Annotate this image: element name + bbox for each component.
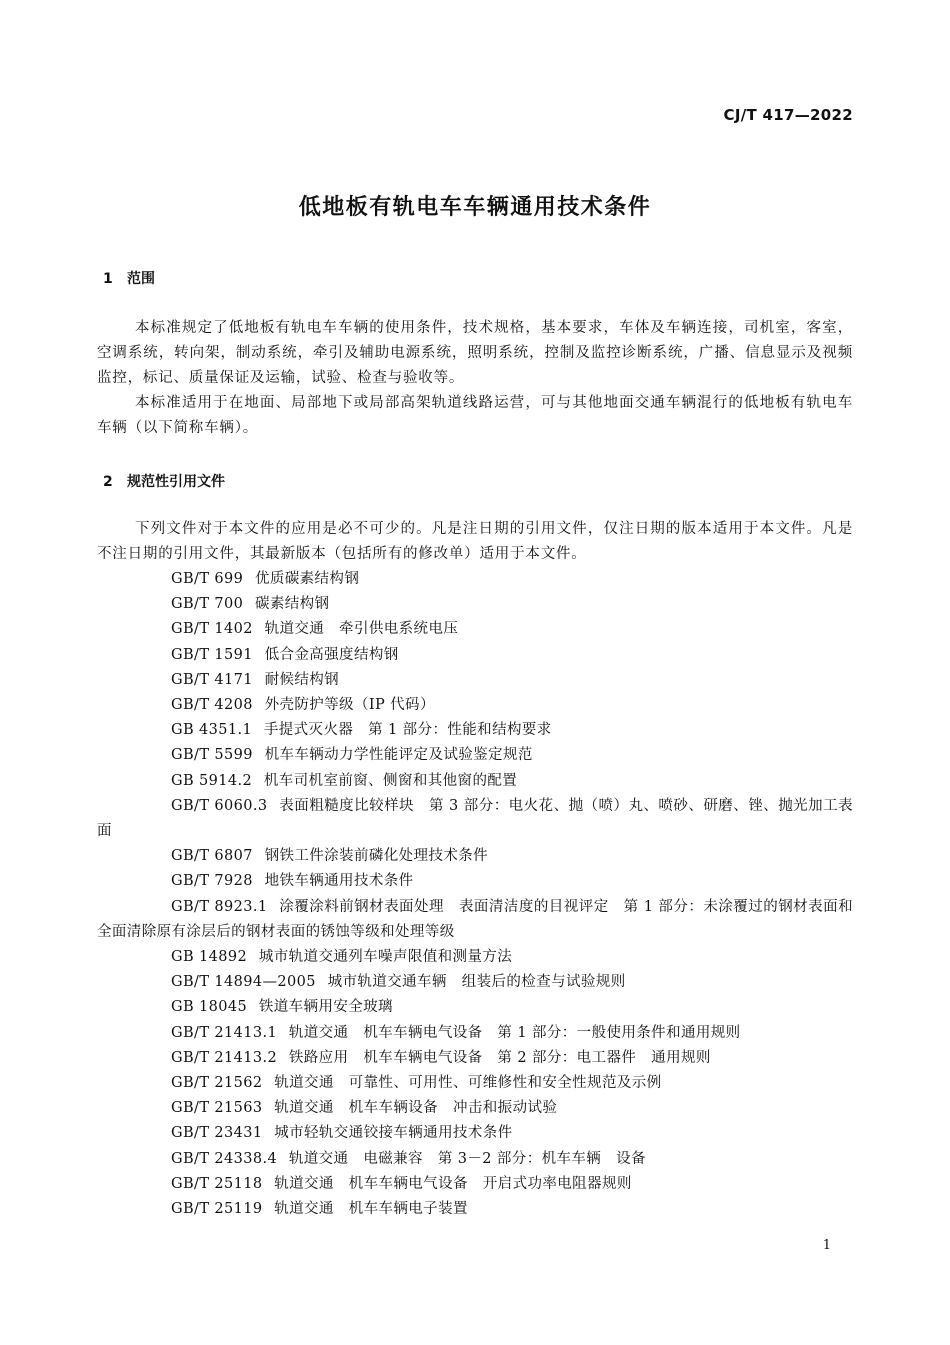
reference-title: 低合金高强度结构钢 (264, 646, 399, 663)
reference-item (97, 869, 853, 894)
reference-item (97, 1046, 853, 1071)
reference-code: GB/T 6060.3 (171, 797, 268, 814)
reference-code: GB 18045 (171, 999, 248, 1016)
reference-item (97, 995, 853, 1020)
reference-item (97, 794, 853, 844)
reference-code: GB/T 6807 (171, 848, 253, 865)
reference-title: 城市轨道交通车辆 组装后的检查与试验规则 (327, 974, 626, 991)
reference-item (97, 1172, 853, 1197)
reference-item (97, 1147, 853, 1172)
reference-title: 表面粗糙度比较样块 第 3 部分：电火花、抛（喷）丸、喷砂、研磨、锉、抛光加工表面 (97, 797, 853, 840)
reference-title: 机车司机室前窗、侧窗和其他窗的配置 (263, 772, 518, 789)
section-1-heading (103, 268, 155, 288)
reference-title: 轨道交通 机车车辆设备 冲击和振动试验 (274, 1100, 558, 1117)
section-title: 规范性引用文件 (127, 474, 225, 490)
reference-title: 轨道交通 电磁兼容 第 3－2 部分：机车车辆 设备 (288, 1150, 646, 1167)
reference-title: 轨道交通 机车车辆电气设备 开启式功率电阻器规则 (274, 1175, 632, 1192)
reference-title: 机车车辆动力学性能评定及试验鉴定规范 (264, 747, 533, 764)
reference-code: GB/T 24338.4 (171, 1150, 278, 1167)
reference-code: GB/T 7928 (171, 873, 253, 890)
reference-item (97, 617, 853, 642)
reference-item (97, 668, 853, 693)
reference-code: GB/T 21563 (171, 1100, 263, 1117)
reference-code: GB/T 8923.1 (171, 898, 268, 915)
section-2-heading (103, 471, 225, 491)
reference-code: GB/T 21413.2 (171, 1049, 278, 1066)
reference-item (97, 769, 853, 794)
reference-item (97, 844, 853, 869)
reference-code: GB 4351.1 (171, 722, 253, 739)
normative-references-list (97, 567, 853, 1222)
reference-title: 铁路应用 机车车辆电气设备 第 2 部分：电工器件 通用规则 (288, 1049, 711, 1066)
reference-code: GB/T 14894—2005 (171, 974, 316, 991)
document-title: 低地板有轨电车车辆通用技术条件 (298, 195, 652, 220)
reference-code: GB/T 4171 (171, 671, 253, 688)
reference-item (97, 693, 853, 718)
references-intro-paragraph: 下列文件对于本文件的应用是必不可少的。凡是注日期的引用文件，仅注日期的版本适用于本文件。凡是不注日期的引用文件，其最新版本（包括所有的修改单）适用于本文件。 (97, 521, 853, 562)
reference-code: GB/T 700 (171, 596, 244, 613)
section-number: 1 (103, 271, 113, 287)
reference-item (97, 592, 853, 617)
reference-item (97, 1096, 853, 1121)
reference-item (97, 643, 853, 668)
reference-title: 城市轻轨交通铰接车辆通用技术条件 (274, 1125, 513, 1142)
page-number: 1 (822, 1238, 831, 1253)
reference-title: 钢铁工件涂装前磷化处理技术条件 (264, 848, 489, 865)
reference-title: 轨道交通 机车车辆电气设备 第 1 部分：一般使用条件和通用规则 (288, 1024, 741, 1041)
reference-title: 铁道车辆用安全玻璃 (258, 999, 393, 1016)
reference-code: GB/T 4208 (171, 697, 253, 714)
reference-title: 地铁车辆通用技术条件 (264, 873, 414, 890)
reference-code: GB/T 1591 (171, 646, 253, 663)
reference-code: GB/T 699 (171, 571, 244, 587)
section-number: 2 (103, 474, 113, 490)
reference-item (97, 895, 853, 945)
reference-code: GB/T 25118 (171, 1175, 263, 1192)
reference-title: 城市轨道交通列车噪声限值和测量方法 (258, 949, 513, 966)
reference-item (97, 718, 853, 743)
reference-code: GB/T 5599 (171, 747, 253, 764)
section-title: 范围 (127, 271, 155, 287)
reference-item (97, 567, 853, 592)
reference-code: GB/T 1402 (171, 621, 253, 638)
reference-title: 涂覆涂料前钢材表面处理 表面清洁度的目视评定 第 1 部分：未涂覆过的钢材表面和全面清除原有涂层后的钢材表面的锈蚀等级和处理等级 (97, 898, 853, 940)
reference-title: 轨道交通 牵引供电系统电压 (264, 621, 459, 638)
scope-paragraph-1: 本标准规定了低地板有轨电车车辆的使用条件，技术规格，基本要求，车体及车辆连接，司机室，客室，空调系统，转向架，制动系统，牵引及辅助电源系统，照明系统，控制及监控诊断系统，广播、信息显示及视频监控，标记、质量保证及运输，试验、检查与验收等。 (97, 320, 853, 386)
reference-item (97, 1197, 853, 1222)
reference-item (97, 970, 853, 995)
reference-item (97, 945, 853, 970)
reference-title: 优质碳素结构钢 (254, 571, 360, 587)
reference-title: 轨道交通 机车车辆电子装置 (274, 1201, 468, 1218)
reference-item (97, 1021, 853, 1046)
reference-item (97, 743, 853, 768)
reference-title: 碳素结构钢 (254, 596, 330, 613)
reference-item (97, 1071, 853, 1096)
reference-title: 外壳防护等级（IP 代码） (264, 697, 435, 714)
reference-item (97, 1121, 853, 1146)
reference-title: 手提式灭火器 第 1 部分：性能和结构要求 (263, 722, 552, 739)
standard-code: CJ/T 417—2022 (723, 106, 853, 124)
reference-title: 轨道交通 可靠性、可用性、可维修性和安全性规范及示例 (274, 1075, 662, 1092)
reference-title: 耐候结构钢 (264, 671, 340, 688)
reference-code: GB/T 21413.1 (171, 1024, 278, 1041)
reference-code: GB/T 23431 (171, 1125, 263, 1142)
reference-code: GB/T 25119 (171, 1201, 263, 1218)
reference-code: GB 14892 (171, 949, 248, 966)
scope-paragraph-2: 本标准适用于在地面、局部地下或局部高架轨道线路运营，可与其他地面交通车辆混行的低地板有轨电车车辆（以下简称车辆）。 (97, 395, 853, 436)
reference-code: GB/T 21562 (171, 1075, 263, 1092)
reference-code: GB 5914.2 (171, 772, 253, 789)
